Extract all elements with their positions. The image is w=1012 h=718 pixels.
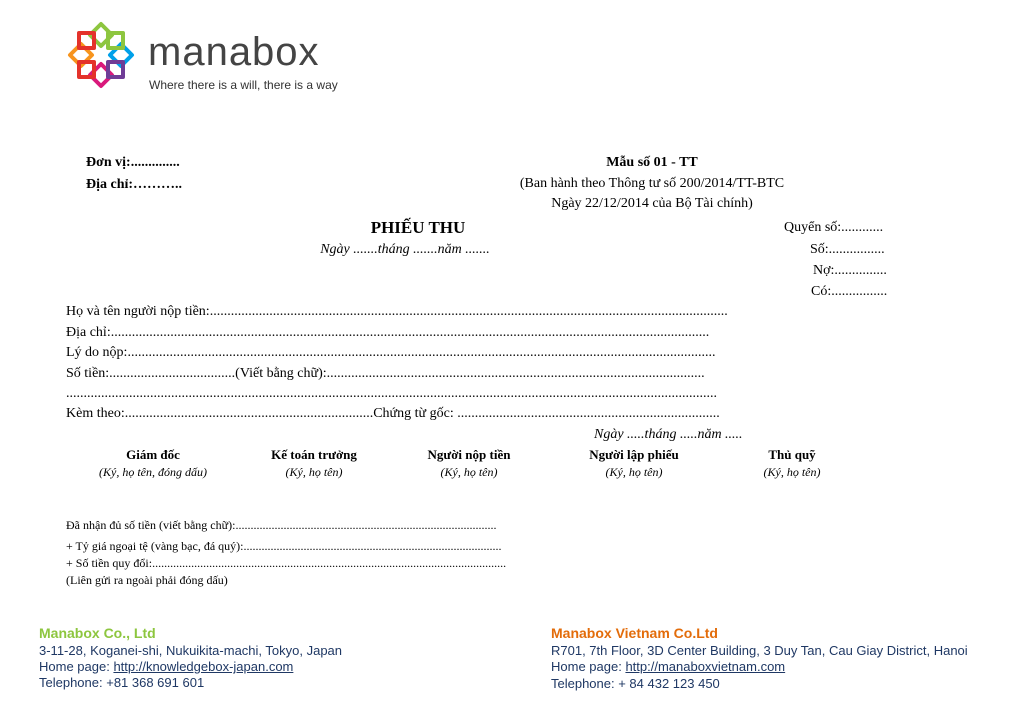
mau-so: Mẫu số 01 - TT (606, 155, 698, 170)
footer-japan-telephone: Telephone: +81 368 691 601 (39, 675, 205, 690)
sig-nguoi-lap-note: (Ký, họ tên) (605, 465, 663, 479)
footer-vietnam-telephone: Telephone: + 84 432 123 450 (551, 676, 720, 691)
no: Nợ:............... (813, 263, 887, 278)
so: Số:................ (810, 242, 885, 257)
ngay-ban-hanh: Ngày 22/12/2014 của Bộ Tài chính) (551, 196, 753, 211)
sig-giam-doc-note: (Ký, họ tên, đóng dấu) (99, 465, 207, 479)
footer-vietnam-title: Manabox Vietnam Co.Ltd (551, 625, 718, 641)
sig-nguoi-nop: Người nộp tiền (427, 447, 511, 462)
footer-japan-homepage (39, 659, 293, 675)
sig-thu-quy-note: (Ký, họ tên) (763, 465, 821, 479)
footer-vietnam-address: R701, 7th Floor, 3D Center Building, 3 Duy Tan, Cau Giay District, Hanoi (551, 643, 968, 658)
dia-chi-header: Địa chỉ:……….. (86, 177, 183, 192)
dia-chi-line: Địa chỉ:........................................................................................................................................................................... (66, 325, 710, 340)
ban-hanh: (Ban hành theo Thông tư số 200/2014/TT-BTC (519, 176, 785, 191)
blank-line: .......................................................................................................................................................................................... (66, 386, 717, 401)
kem-theo-line: Kèm theo:.......................................................................Chứng từ gốc: ........................................................................... (66, 406, 720, 421)
sig-thu-quy: Thủ quỹ (768, 447, 816, 462)
nguoi-nop-line: Họ và tên người nộp tiền:.................................................................................................................................................... (66, 304, 728, 319)
manabox-logo-icon (66, 20, 136, 90)
homepage-label: Home page: (39, 659, 114, 674)
sig-ke-toan: Kế toán trưởng (271, 447, 357, 462)
note-so-tien-quy-doi: + Số tiền quy đổi:...................................................................................................................... (66, 556, 507, 570)
sign-date: Ngày .....tháng .....năm ..... (594, 427, 743, 442)
note-lien-gui: (Liên gửi ra ngoài phải đóng dấu) (66, 573, 228, 587)
footer-japan-address: 3-11-28, Koganei-shi, Nukuikita-machi, Tokyo, Japan (39, 643, 343, 658)
sig-giam-doc: Giám đốc (126, 447, 180, 462)
footer-vietnam-link[interactable]: http://manaboxvietnam.com (625, 659, 786, 674)
footer-japan-link[interactable]: http://knowledgebox-japan.com (113, 659, 294, 674)
footer-japan-title: Manabox Co., Ltd (39, 625, 156, 641)
footer-vietnam-homepage (551, 659, 785, 675)
sig-ke-toan-note: (Ký, họ tên) (285, 465, 343, 479)
quyen-so: Quyển số:............ (784, 220, 884, 235)
sig-nguoi-nop-note: (Ký, họ tên) (440, 465, 498, 479)
sig-nguoi-lap: Người lập phiếu (589, 447, 679, 462)
form-date: Ngày .......tháng .......năm ....... (320, 242, 490, 257)
note-ty-gia: + Tỷ giá ngoại tệ (vàng bạc, đá quý):...................................................................................... (66, 539, 502, 553)
form-title: PHIẾU THU (370, 218, 466, 237)
ly-do-line: Lý do nộp:........................................................................................................................................................................ (66, 345, 716, 360)
co: Có:................ (811, 284, 888, 299)
brand-tagline: Where there is a will, there is a way (149, 78, 338, 92)
don-vi: Đơn vị:.............. (86, 155, 180, 170)
so-tien-line: Số tiền:....................................(Viết bằng chữ):............................................................................................................ (66, 366, 705, 381)
note-da-nhan: Đã nhận đủ số tiền (viết bằng chữ):....................................................................................... (66, 518, 497, 532)
homepage-label: Home page: (551, 659, 626, 674)
brand-name: manabox (148, 30, 320, 74)
